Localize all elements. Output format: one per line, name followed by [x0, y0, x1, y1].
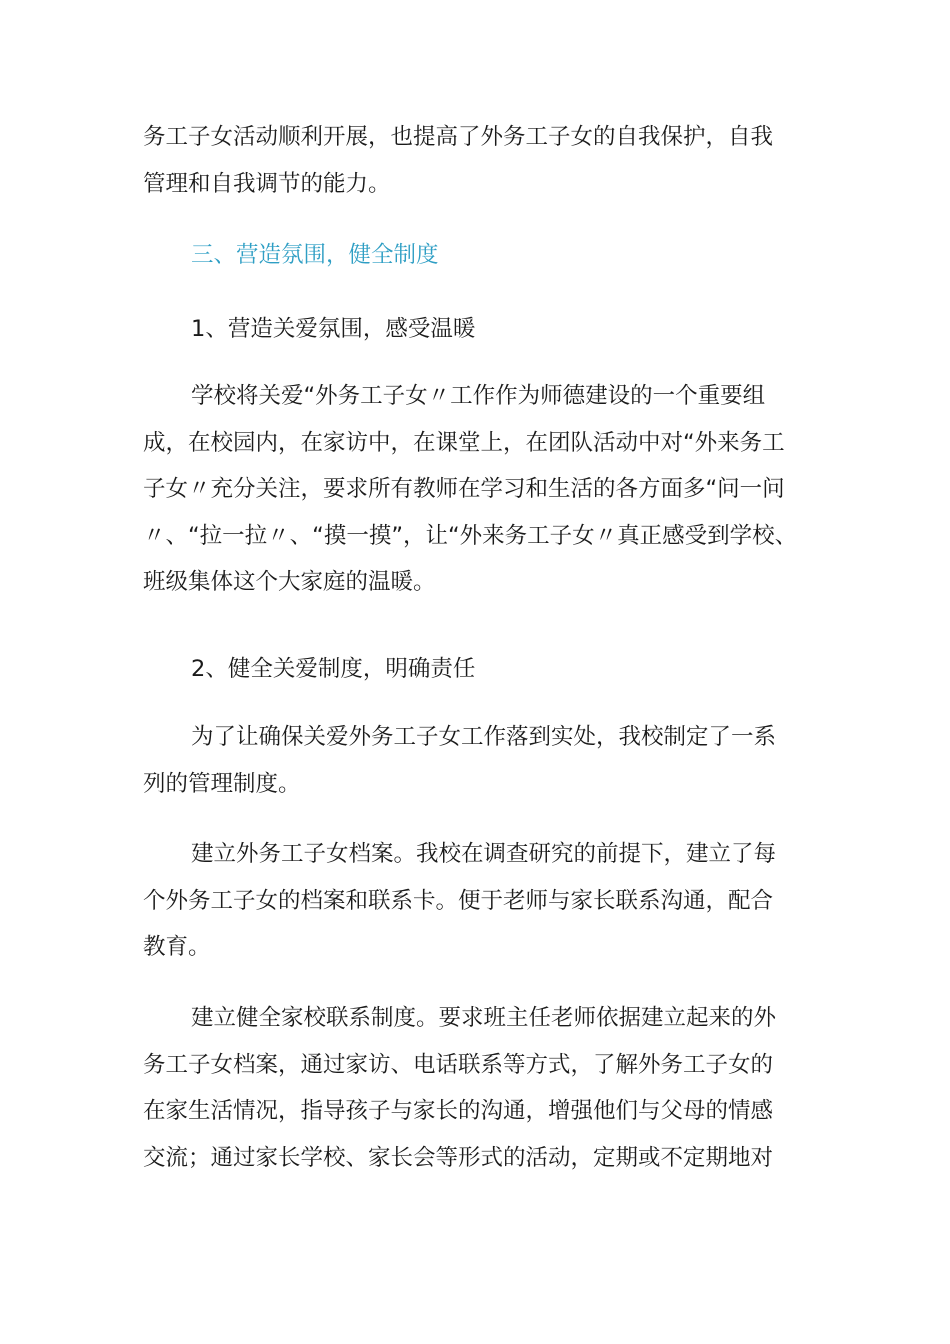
subheading-2 — [191, 646, 861, 693]
text-line: 为了让确保关爱外务工子女工作落到实处，我校制定了一系 — [191, 724, 777, 750]
text-line: 列的管理制度。 — [143, 770, 301, 797]
subheading-text: 2、健全关爱制度，明确责任 — [191, 656, 476, 682]
continuation-paragraph — [143, 114, 813, 207]
subheading-text: 1、营造关爱氛围，感受温暖 — [191, 316, 476, 342]
body-paragraph-1 — [143, 373, 813, 606]
text-line: 务工子女活动顺利开展，也提高了外务工子女的自我保护，自我 — [143, 124, 774, 150]
text-line: 管理和自我调节的能力。 — [143, 170, 391, 197]
text-line: 建立外务工子女档案。我校在调查研究的前提下，建立了每 — [191, 841, 777, 867]
text-line: 成，在校园内，在家访中，在课堂上，在团队活动中对“外来务工 — [143, 429, 785, 456]
text-line: 教育。 — [143, 934, 211, 960]
text-line: 〃、“拉一拉〃、“摸一摸”，让“外来务工子女〃真正感受到学校、 — [143, 522, 798, 549]
section-heading — [191, 232, 861, 279]
body-paragraph-2 — [143, 714, 813, 807]
text-line: 交流；通过家长学校、家长会等形式的活动，定期或不定期地对 — [143, 1144, 774, 1171]
body-paragraph-4 — [143, 995, 813, 1181]
text-line: 班级集体这个大家庭的温暖。 — [143, 569, 436, 595]
text-line: 务工子女档案，通过家访、电话联系等方式，了解外务工子女的 — [143, 1051, 774, 1078]
text-line: 子女〃充分关注，要求所有教师在学习和生活的各方面多“问一问 — [143, 476, 785, 502]
text-line: 建立健全家校联系制度。要求班主任老师依据建立起来的外 — [191, 1005, 777, 1031]
text-line: 个外务工子女的档案和联系卡。便于老师与家长联系沟通，配合 — [143, 887, 774, 914]
text-line: 学校将关爱“外务工子女〃工作作为师德建设的一个重要组 — [191, 383, 766, 409]
section-heading-text: 三、营造氛围，健全制度 — [191, 242, 439, 268]
subheading-1 — [191, 306, 861, 353]
body-paragraph-3 — [143, 831, 813, 971]
text-line: 在家生活情况，指导孩子与家长的沟通，增强他们与父母的情感 — [143, 1098, 774, 1124]
